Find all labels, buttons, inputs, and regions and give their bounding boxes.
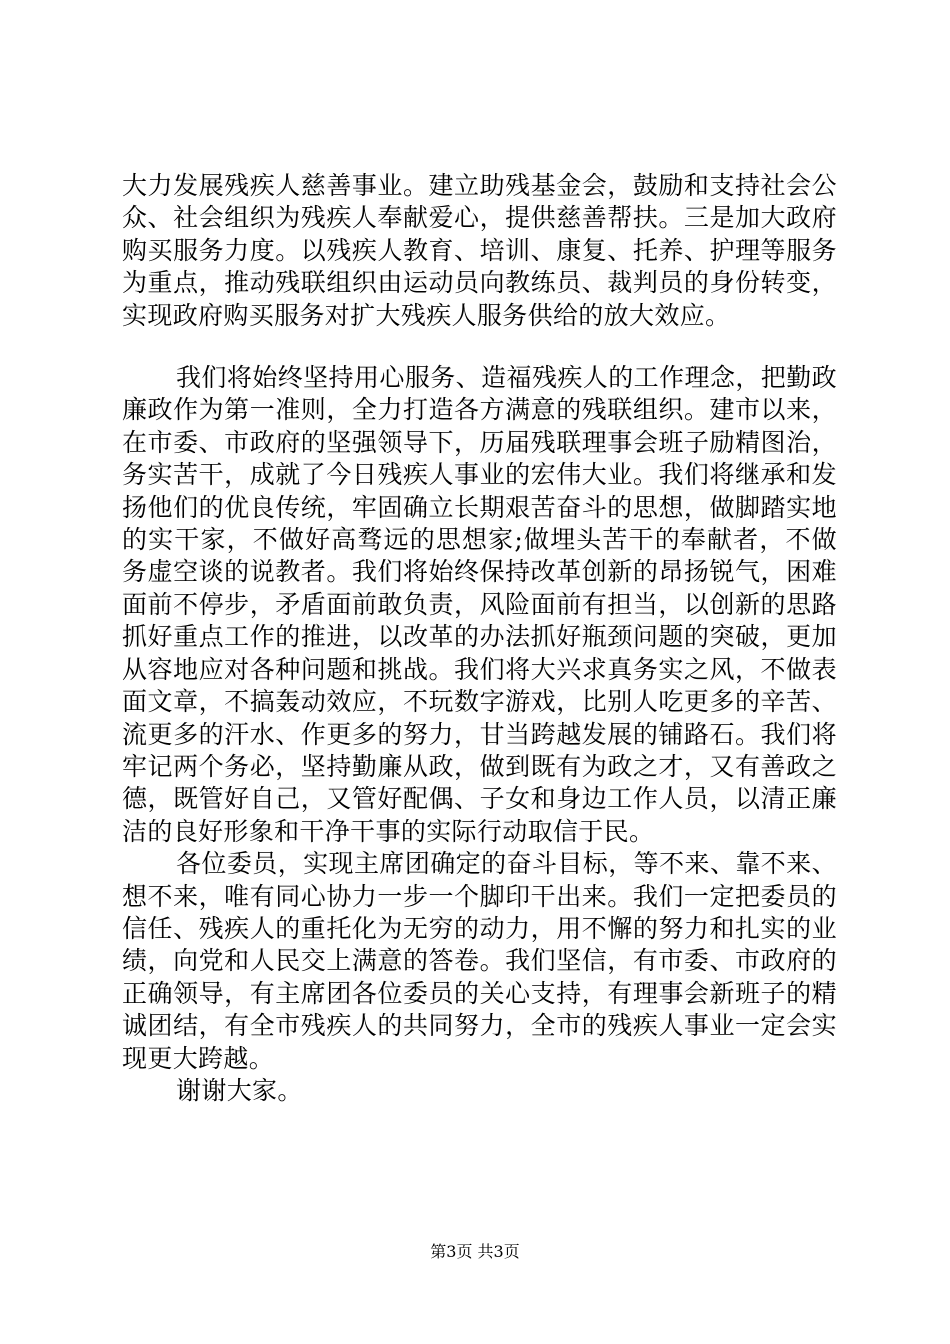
page-number-footer: 第3页 共3页 <box>430 1242 520 1261</box>
paragraph-thanks: 谢谢大家。 <box>176 1075 303 1105</box>
paragraph-work-philosophy: 我们将始终坚持用心服务、造福残疾人的工作理念，把勤政廉政作为第一准则，全力打造各方满意的残联组织。建市以来，在市委、市政府的坚强领导下，历届残联理事会班子励精图治，务实苦干，成就了今日残疾人事业的宏伟大业。我们将继承和发扬他们的优良传统，牢固确立长期艰苦奋斗的思想，做脚踏实地的实干家，不做好高骛远的思想家;做埋头苦干的奉献者，不做务虚空谈的说教者。我们将始终保持改革创新的昂扬锐气，困难面前不停步，矛盾面前敢负责，风险面前有担当，以创新的思路抓好重点工作的推进，以改革的办法抓好瓶颈问题的突破，更加从容地应对各种问题和挑战。我们将大兴求真务实之风，不做表面文章，不搞轰动效应，不玩数字游戏，比别人吃更多的辛苦、流更多的汗水、作更多的努力，甘当跨越发展的铺路石。我们将牢记两个务必，坚持勤廉从政，做到既有为政之才，又有善政之德，既管好自己，又管好配偶、子女和身边工作人员，以清正廉洁的良好形象和干净干事的实际行动取信于民。 <box>122 363 837 846</box>
paragraph-closing-remarks: 各位委员，实现主席团确定的奋斗目标，等不来、靠不来、想不来，唯有同心协力一步一个脚印干出来。我们一定把委员的信任、残疾人的重托化为无穷的动力，用不懈的努力和扎实的业绩，向党和人民交上满意的答卷。我们坚信，有市委、市政府的正确领导，有主席团各位委员的关心支持，有理事会新班子的精诚团结，有全市残疾人的共同努力，全市的残疾人事业一定会实现更大跨越。 <box>122 849 837 1073</box>
document-body <box>122 170 837 1107</box>
paragraph-continuation: 大力发展残疾人慈善事业。建立助残基金会，鼓励和支持社会公众、社会组织为残疾人奉献爱心，提供慈善帮扶。三是加大政府购买服务力度。以残疾人教育、培训、康复、托养、护理等服务为重点，推动残联组织由运动员向教练员、裁判员的身份转变，实现政府购买服务对扩大残疾人服务供给的放大效应。 <box>122 171 837 330</box>
